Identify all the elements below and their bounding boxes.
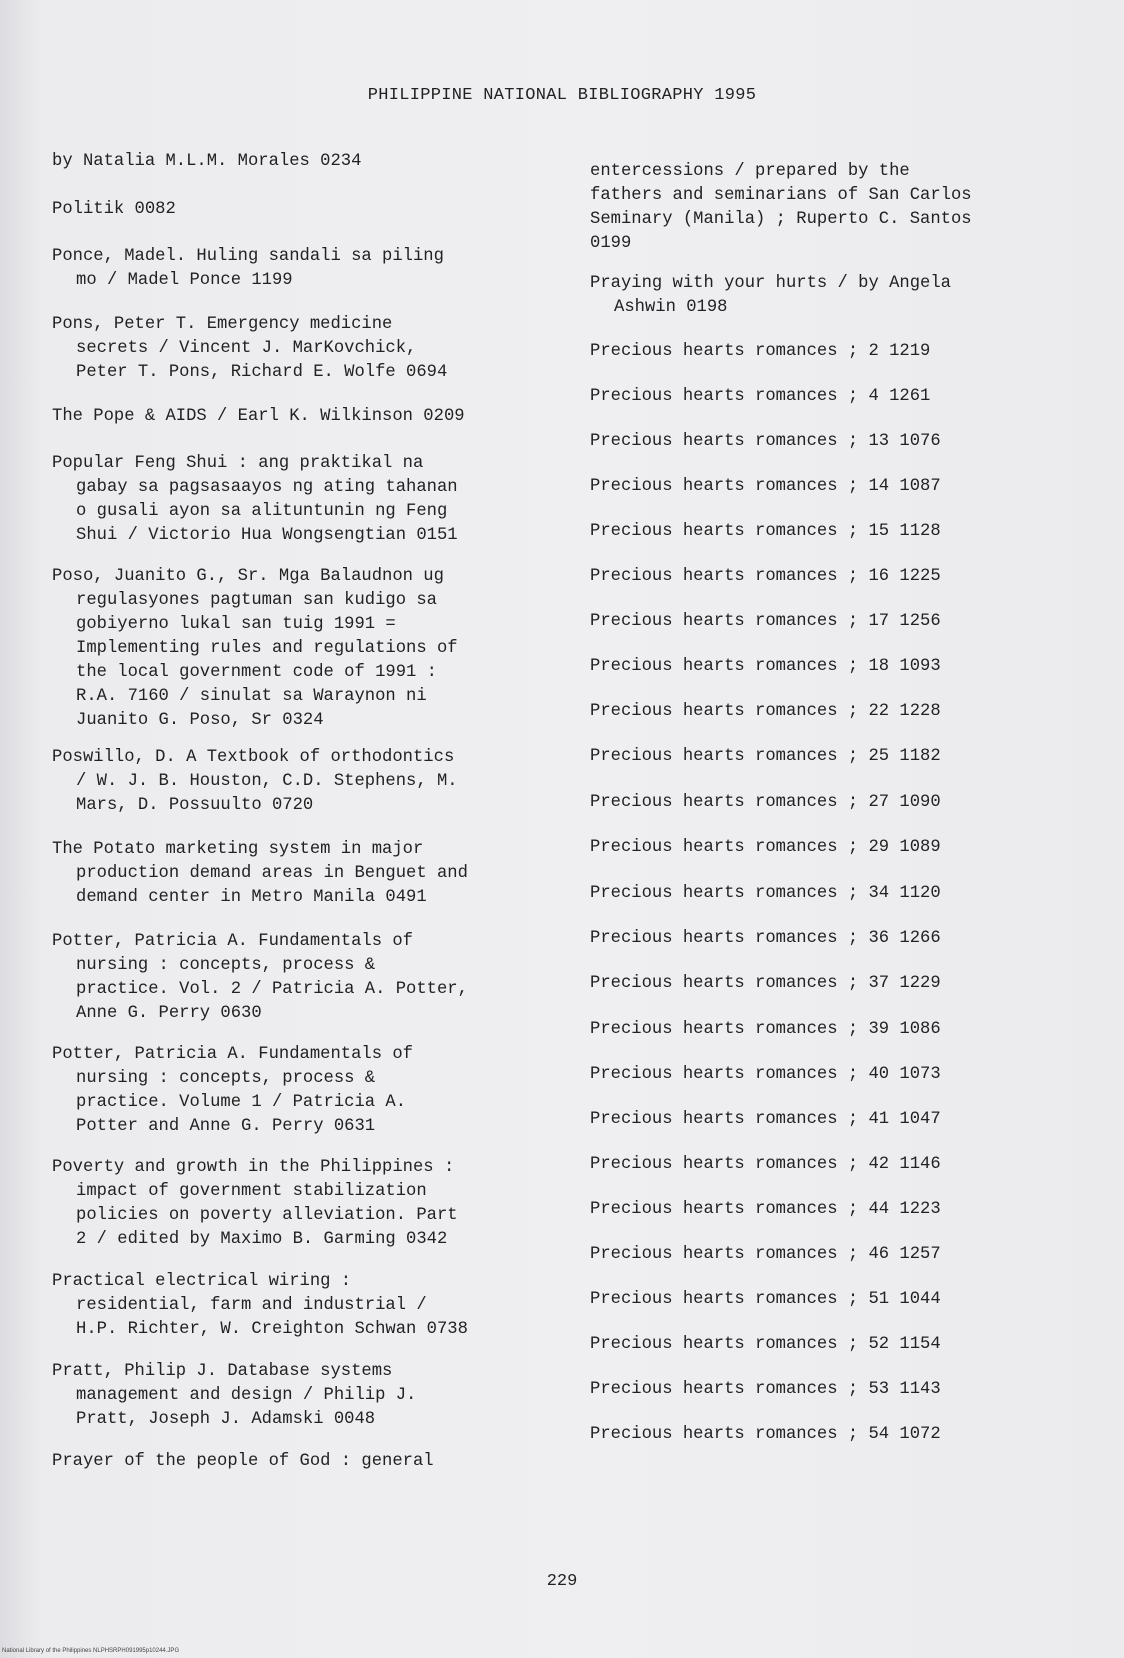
series-entry: Precious hearts romances ; 27 1090	[590, 793, 941, 812]
page-header: PHILIPPINE NATIONAL BIBLIOGRAPHY 1995	[367, 86, 757, 105]
series-entry: Precious hearts romances ; 18 1093	[590, 657, 941, 676]
series-entry: Precious hearts romances ; 51 1044	[590, 1290, 941, 1309]
bib-entry: by Natalia M.L.M. Morales 0234	[52, 152, 362, 171]
series-entry: Precious hearts romances ; 17 1256	[590, 612, 941, 631]
scan-footer: National Library of the Philippines NLPHSRPH091995p10244.JPG	[2, 1648, 180, 1654]
bib-entry: Popular Feng Shui : ang praktikal na gabay sa pagsasaayos ng ating tahanan o gusali ayon sa alituntunin ng Feng Shui / Victorio Hua Wongsengtian 0151	[52, 454, 458, 545]
series-entry: Precious hearts romances ; 40 1073	[590, 1065, 941, 1084]
series-entry: Precious hearts romances ; 36 1266	[590, 929, 941, 948]
bib-entry: Praying with your hurts / by Angela Ashwin 0198	[590, 274, 951, 317]
series-entry: Precious hearts romances ; 39 1086	[590, 1020, 941, 1039]
bib-entry: Poverty and growth in the Philippines : impact of government stabilization policies on poverty alleviation. Part 2 / edited by Maximo B. Garming 0342	[52, 1158, 458, 1249]
bib-entry: Poso, Juanito G., Sr. Mga Balaudnon ug regulasyones pagtuman san kudigo sa gobiyerno lukal san tuig 1991 = Implementing rules and regulations of the local government code of 1991 : R.A. 7160 / sinulat sa Waraynon ni Juanito G. Poso, Sr 0324	[52, 567, 458, 730]
series-entry: Precious hearts romances ; 54 1072	[590, 1425, 941, 1444]
bib-entry: Practical electrical wiring : residential, farm and industrial / H.P. Richter, W. Creighton Schwan 0738	[52, 1272, 468, 1339]
bib-entry: The Potato marketing system in major production demand areas in Benguet and demand center in Metro Manila 0491	[52, 840, 468, 907]
bib-entry: Poswillo, D. A Textbook of orthodontics / W. J. B. Houston, C.D. Stephens, M. Mars, D. Possuulto 0720	[52, 748, 458, 815]
series-entry: Precious hearts romances ; 44 1223	[590, 1200, 941, 1219]
series-entry: Precious hearts romances ; 52 1154	[590, 1335, 941, 1354]
page-number: 229	[546, 1572, 578, 1591]
bib-entry-continuation: entercessions / prepared by the fathers and seminarians of San Carlos Seminary (Manila) ; Ruperto C. Santos 0199	[590, 162, 972, 253]
bib-entry: Prayer of the people of God : general	[52, 1452, 434, 1471]
series-entry: Precious hearts romances ; 25 1182	[590, 747, 941, 766]
series-entry: Precious hearts romances ; 14 1087	[590, 477, 941, 496]
series-entry: Precious hearts romances ; 15 1128	[590, 522, 941, 541]
bib-entry: Pons, Peter T. Emergency medicine secrets / Vincent J. MarKovchick, Peter T. Pons, Richard E. Wolfe 0694	[52, 315, 448, 382]
bib-entry: Politik 0082	[52, 200, 176, 219]
series-entry: Precious hearts romances ; 13 1076	[590, 432, 941, 451]
series-entry: Precious hearts romances ; 29 1089	[590, 838, 941, 857]
series-entry: Precious hearts romances ; 53 1143	[590, 1380, 941, 1399]
bib-entry: Pratt, Philip J. Database systems management and design / Philip J. Pratt, Joseph J. Adamski 0048	[52, 1362, 417, 1429]
series-entry: Precious hearts romances ; 37 1229	[590, 974, 941, 993]
series-entry: Precious hearts romances ; 4 1261	[590, 387, 931, 406]
series-entry: Precious hearts romances ; 34 1120	[590, 884, 941, 903]
series-entry: Precious hearts romances ; 46 1257	[590, 1245, 941, 1264]
series-entry: Precious hearts romances ; 22 1228	[590, 702, 941, 721]
bib-entry: Potter, Patricia A. Fundamentals of nursing : concepts, process & practice. Volume 1 / Patricia A. Potter and Anne G. Perry 0631	[52, 1045, 413, 1136]
series-entry: Precious hearts romances ; 41 1047	[590, 1110, 941, 1129]
bib-entry: The Pope & AIDS / Earl K. Wilkinson 0209	[52, 407, 465, 426]
series-entry: Precious hearts romances ; 42 1146	[590, 1155, 941, 1174]
series-entry: Precious hearts romances ; 16 1225	[590, 567, 941, 586]
bib-entry: Potter, Patricia A. Fundamentals of nursing : concepts, process & practice. Vol. 2 / Patricia A. Potter, Anne G. Perry 0630	[52, 932, 468, 1023]
bib-entry: Ponce, Madel. Huling sandali sa piling mo / Madel Ponce 1199	[52, 247, 444, 290]
series-entry: Precious hearts romances ; 2 1219	[590, 342, 931, 361]
